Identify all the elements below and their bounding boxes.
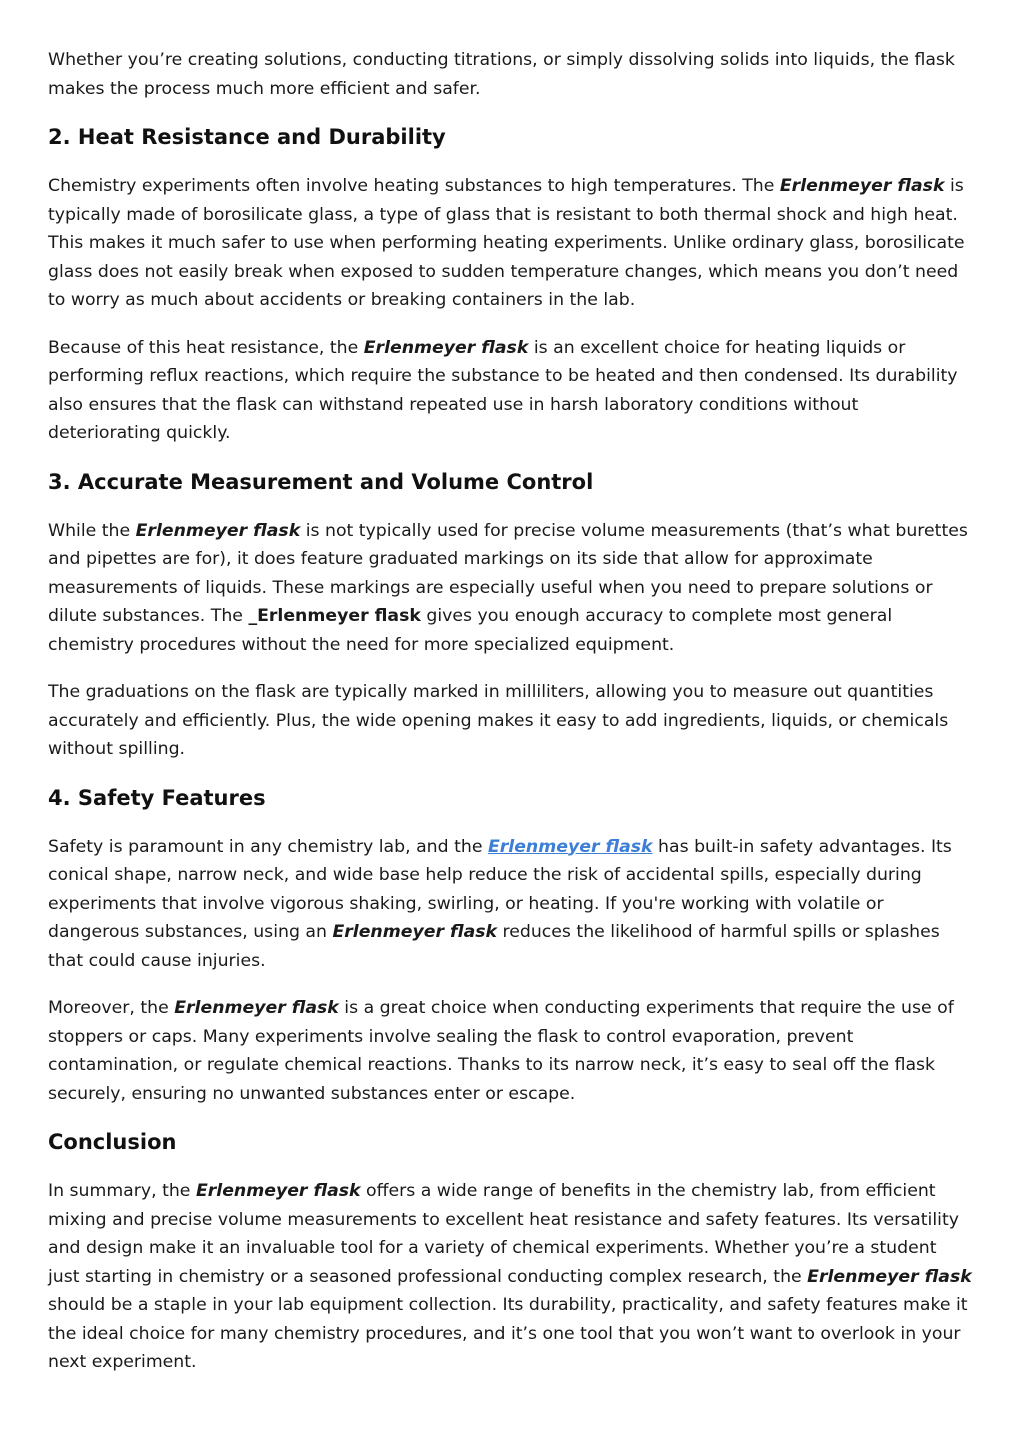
paragraph-safety-1 [48, 833, 972, 976]
intro-paragraph [48, 46, 972, 103]
emphasis-text: Erlenmeyer flask [363, 337, 529, 358]
text: is a great choice when conducting experiments that require the use of stoppers or caps. Many experiments involve sealing the flask to control evaporation, prevent contamination, or regulate chemical reactions. Thanks to its narrow neck, it’s easy to seal off the flask securely, ensuring no unwanted substances enter or escape. [48, 998, 954, 1104]
erlenmeyer-flask-link[interactable]: Erlenmeyer flask [487, 836, 653, 857]
text: Chemistry experiments often involve heating substances to high temperatures. The [48, 176, 780, 196]
paragraph-heat-resistance-2 [48, 334, 972, 448]
emphasis-text: Erlenmeyer flask [807, 1266, 972, 1287]
text: is not typically used for precise volume measurements (that’s what burettes and pipettes are for), it does feature graduated markings on its side that allow for approximate measurements of liquids. These markings are especially useful when you need to prepare solutions or dilute substances. The [48, 520, 968, 626]
bold-text: _Erlenmeyer flask [248, 606, 421, 626]
text: should be a staple in your lab equipment collection. Its durability, practicality, and safety features make it the ideal choice for many chemistry procedures, and it’s one tool that you won’t want to overlook in your next experiment. [48, 1295, 968, 1372]
intro-text: Whether you’re creating solutions, conducting titrations, or simply dissolving solids into liquids, the flask makes the process much more efficient and safer. [48, 50, 955, 99]
paragraph-safety-2 [48, 994, 972, 1108]
section-heading-conclusion: Conclusion [48, 1130, 177, 1154]
paragraph-measurement-2 [48, 678, 972, 764]
emphasis-text: Erlenmeyer flask [779, 176, 945, 196]
text: reduces the likelihood of harmful spills or splashes that could cause injuries. [48, 922, 940, 971]
paragraph-measurement-1 [48, 517, 972, 660]
section-heading-measurement: 3. Accurate Measurement and Volume Control [48, 469, 594, 494]
section-heading-heat-resistance: 2. Heat Resistance and Durability [48, 125, 446, 149]
paragraph-conclusion [48, 1177, 972, 1377]
emphasis-text: Erlenmeyer flask [174, 998, 339, 1018]
text: is an excellent choice for heating liquids or performing reflux reactions, which require the substance to be heated and then condensed. Its durability also ensures that the flask can withstand repeated use in harsh laboratory conditions without deteriorating quickly. [48, 337, 958, 443]
section-heading-safety: 4. Safety Features [48, 785, 266, 810]
text: The graduations on the flask are typically marked in milliliters, allowing you to measure out quantities accurately and efficiently. Plus, the wide opening makes it easy to add ingredients, liquids, or chemicals without spilling. [48, 682, 949, 759]
text: is typically made of borosilicate glass, a type of glass that is resistant to both thermal shock and high heat. This makes it much safer to use when performing heating experiments. Unlike ordinary glass, borosilicate glass does not easily break when exposed to sudden temperature changes, which means you don’t need to worry as much about accidents or breaking containers in the lab. [48, 176, 965, 310]
text: While the [48, 520, 136, 541]
emphasis-text: Erlenmeyer flask [135, 520, 301, 541]
emphasis-text: Erlenmeyer flask [195, 1181, 361, 1201]
text: Safety is paramount in any chemistry lab, and the [48, 836, 488, 857]
text: Because of this heat resistance, the [48, 337, 364, 358]
emphasis-text: Erlenmeyer flask [332, 922, 498, 942]
text: Moreover, the [48, 998, 175, 1018]
text: has built-in safety advantages. Its conical shape, narrow neck, and wide base help reduce the risk of accidental spills, especially during experiments that involve vigorous shaking, swirling, or heating. If you're working with volatile or dangerous substances, using an [48, 836, 952, 942]
paragraph-heat-resistance-1 [48, 172, 972, 315]
text: gives you enough accuracy to complete most general chemistry procedures without the need for more specialized equipment. [48, 606, 893, 655]
text: offers a wide range of benefits in the chemistry lab, from efficient mixing and precise volume measurements to excellent heat resistance and safety features. Its versatility and design make it an invaluable tool for a variety of chemical experiments. Whether you’re a student just starting in chemistry or a seasoned professional conducting complex research, the [48, 1181, 959, 1287]
text: In summary, the [48, 1181, 196, 1201]
